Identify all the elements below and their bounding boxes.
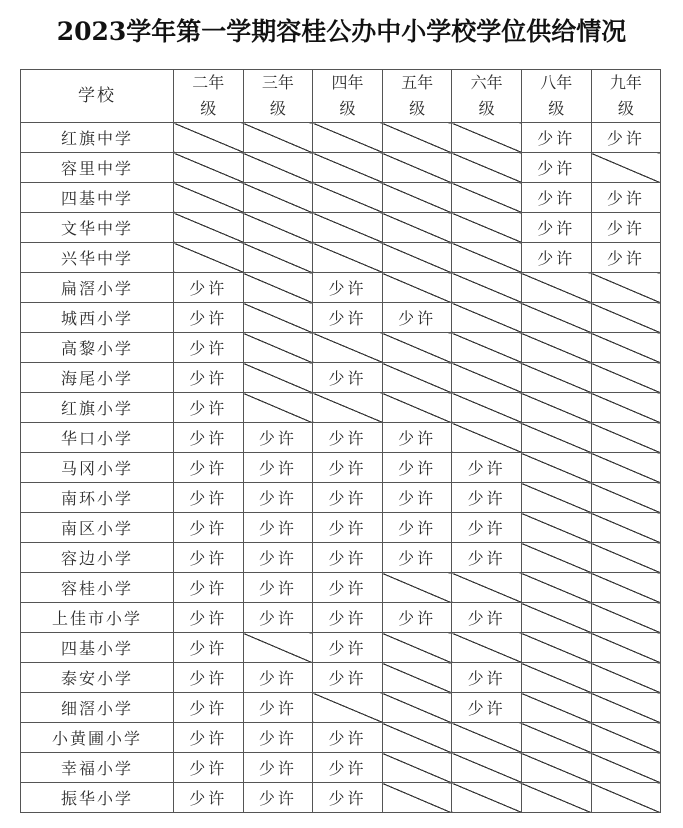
- availability-cell: 少许: [174, 333, 244, 363]
- not-applicable-slash-cell: [313, 243, 383, 273]
- not-applicable-slash-cell: [382, 123, 452, 153]
- header-line: 九年: [609, 73, 642, 92]
- availability-cell: 少许: [174, 663, 244, 693]
- availability-cell: 少许: [243, 693, 313, 723]
- table-row: [21, 633, 661, 663]
- availability-cell: 少许: [313, 303, 383, 333]
- not-applicable-slash-cell: [452, 753, 522, 783]
- not-applicable-slash-cell: [382, 333, 452, 363]
- not-applicable-slash-cell: [382, 723, 452, 753]
- not-applicable-slash-cell: [174, 213, 244, 243]
- availability-cell: 少许: [313, 513, 383, 543]
- header-line: 级: [269, 99, 286, 118]
- header-line: 八年: [540, 73, 573, 92]
- availability-cell: 少许: [243, 483, 313, 513]
- not-applicable-slash-cell: [243, 183, 313, 213]
- availability-cell: 少许: [243, 513, 313, 543]
- table-row: [21, 723, 661, 753]
- table-row: [21, 753, 661, 783]
- not-applicable-slash-cell: [452, 783, 522, 813]
- not-applicable-slash-cell: [452, 153, 522, 183]
- not-applicable-slash-cell: [243, 363, 313, 393]
- availability-cell: 少许: [382, 603, 452, 633]
- school-name-cell: 马冈小学: [21, 453, 174, 483]
- availability-cell: 少许: [313, 633, 383, 663]
- not-applicable-slash-cell: [591, 633, 661, 663]
- table-row: [21, 213, 661, 243]
- not-applicable-slash-cell: [243, 633, 313, 663]
- school-name-cell: 海尾小学: [21, 363, 174, 393]
- school-name-cell: 扁滘小学: [21, 273, 174, 303]
- availability-cell: 少许: [452, 543, 522, 573]
- school-name-cell: 容里中学: [21, 153, 174, 183]
- not-applicable-slash-cell: [521, 573, 591, 603]
- not-applicable-slash-cell: [521, 783, 591, 813]
- availability-cell: 少许: [174, 573, 244, 603]
- not-applicable-slash-cell: [521, 723, 591, 753]
- school-name-cell: 红旗小学: [21, 393, 174, 423]
- availability-cell: 少许: [243, 573, 313, 603]
- column-header-grade-9: [591, 70, 661, 123]
- not-applicable-slash-cell: [243, 153, 313, 183]
- not-applicable-slash-cell: [452, 633, 522, 663]
- not-applicable-slash-cell: [521, 273, 591, 303]
- availability-cell: 少许: [174, 273, 244, 303]
- school-name-cell: 四基中学: [21, 183, 174, 213]
- table-row: [21, 513, 661, 543]
- availability-cell: 少许: [174, 363, 244, 393]
- not-applicable-slash-cell: [382, 153, 452, 183]
- availability-cell: 少许: [313, 453, 383, 483]
- not-applicable-slash-cell: [243, 303, 313, 333]
- not-applicable-slash-cell: [521, 693, 591, 723]
- availability-cell: 少许: [243, 663, 313, 693]
- not-applicable-slash-cell: [452, 273, 522, 303]
- not-applicable-slash-cell: [382, 183, 452, 213]
- not-applicable-slash-cell: [591, 783, 661, 813]
- table-row: [21, 543, 661, 573]
- availability-cell: 少许: [591, 213, 661, 243]
- table-row: [21, 393, 661, 423]
- school-name-cell: 幸福小学: [21, 753, 174, 783]
- availability-cell: 少许: [313, 483, 383, 513]
- not-applicable-slash-cell: [521, 753, 591, 783]
- availability-cell: 少许: [243, 723, 313, 753]
- not-applicable-slash-cell: [452, 213, 522, 243]
- not-applicable-slash-cell: [591, 393, 661, 423]
- not-applicable-slash-cell: [452, 573, 522, 603]
- availability-cell: 少许: [174, 303, 244, 333]
- not-applicable-slash-cell: [313, 393, 383, 423]
- not-applicable-slash-cell: [174, 243, 244, 273]
- not-applicable-slash-cell: [591, 513, 661, 543]
- availability-cell: 少许: [382, 453, 452, 483]
- not-applicable-slash-cell: [521, 663, 591, 693]
- not-applicable-slash-cell: [591, 153, 661, 183]
- availability-cell: 少许: [174, 513, 244, 543]
- availability-cell: 少许: [591, 183, 661, 213]
- not-applicable-slash-cell: [313, 153, 383, 183]
- not-applicable-slash-cell: [591, 363, 661, 393]
- not-applicable-slash-cell: [452, 723, 522, 753]
- header-line: 级: [548, 99, 565, 118]
- availability-cell: 少许: [174, 633, 244, 663]
- page-title: 2023学年第一学期容桂公办中小学校学位供给情况: [56, 17, 627, 46]
- school-name-cell: 华口小学: [21, 423, 174, 453]
- not-applicable-slash-cell: [591, 753, 661, 783]
- not-applicable-slash-cell: [452, 183, 522, 213]
- not-applicable-slash-cell: [382, 213, 452, 243]
- not-applicable-slash-cell: [313, 693, 383, 723]
- school-name-cell: 细滘小学: [21, 693, 174, 723]
- availability-cell: 少许: [174, 783, 244, 813]
- not-applicable-slash-cell: [382, 243, 452, 273]
- not-applicable-slash-cell: [452, 243, 522, 273]
- availability-cell: 少许: [174, 423, 244, 453]
- availability-cell: 少许: [382, 513, 452, 543]
- availability-cell: 少许: [174, 723, 244, 753]
- availability-cell: 少许: [521, 243, 591, 273]
- not-applicable-slash-cell: [591, 663, 661, 693]
- availability-cell: 少许: [174, 753, 244, 783]
- availability-cell: 少许: [313, 573, 383, 603]
- not-applicable-slash-cell: [243, 123, 313, 153]
- availability-cell: 少许: [452, 483, 522, 513]
- header-line: 四年: [331, 73, 364, 92]
- not-applicable-slash-cell: [174, 153, 244, 183]
- availability-cell: 少许: [452, 453, 522, 483]
- availability-cell: 少许: [313, 753, 383, 783]
- table-body: [21, 123, 661, 813]
- availability-cell: 少许: [174, 693, 244, 723]
- school-name-cell: 城西小学: [21, 303, 174, 333]
- school-name-cell: 泰安小学: [21, 663, 174, 693]
- not-applicable-slash-cell: [382, 693, 452, 723]
- table-row: [21, 153, 661, 183]
- not-applicable-slash-cell: [521, 543, 591, 573]
- header-line: 三年: [261, 73, 294, 92]
- availability-cell: 少许: [591, 123, 661, 153]
- school-name-cell: 红旗中学: [21, 123, 174, 153]
- availability-cell: 少许: [313, 783, 383, 813]
- availability-cell: 少许: [243, 783, 313, 813]
- table-row: [21, 363, 661, 393]
- availability-cell: 少许: [313, 363, 383, 393]
- table-row: [21, 423, 661, 453]
- availability-cell: 少许: [313, 543, 383, 573]
- not-applicable-slash-cell: [382, 663, 452, 693]
- school-name-cell: 容桂小学: [21, 573, 174, 603]
- not-applicable-slash-cell: [591, 423, 661, 453]
- availability-cell: 少许: [174, 393, 244, 423]
- availability-cell: 少许: [382, 543, 452, 573]
- table-row: [21, 303, 661, 333]
- not-applicable-slash-cell: [521, 333, 591, 363]
- header-line: 级: [478, 99, 495, 118]
- not-applicable-slash-cell: [591, 603, 661, 633]
- header-line: 五年: [401, 73, 434, 92]
- table-row: [21, 273, 661, 303]
- not-applicable-slash-cell: [243, 273, 313, 303]
- availability-cell: 少许: [313, 663, 383, 693]
- not-applicable-slash-cell: [521, 303, 591, 333]
- not-applicable-slash-cell: [243, 213, 313, 243]
- availability-cell: 少许: [174, 483, 244, 513]
- availability-cell: 少许: [313, 603, 383, 633]
- not-applicable-slash-cell: [521, 453, 591, 483]
- not-applicable-slash-cell: [521, 513, 591, 543]
- availability-cell: 少许: [313, 423, 383, 453]
- table-row: [21, 663, 661, 693]
- availability-cell: 少许: [521, 123, 591, 153]
- not-applicable-slash-cell: [452, 363, 522, 393]
- not-applicable-slash-cell: [452, 333, 522, 363]
- availability-cell: 少许: [243, 423, 313, 453]
- not-applicable-slash-cell: [452, 303, 522, 333]
- availability-cell: 少许: [243, 603, 313, 633]
- school-name-cell: 南区小学: [21, 513, 174, 543]
- column-header-grade-8: [521, 70, 591, 123]
- not-applicable-slash-cell: [243, 333, 313, 363]
- school-name-cell: 南环小学: [21, 483, 174, 513]
- not-applicable-slash-cell: [243, 393, 313, 423]
- header-line: 级: [200, 99, 217, 118]
- column-header-grade-3: [243, 70, 313, 123]
- header-line: 级: [339, 99, 356, 118]
- not-applicable-slash-cell: [452, 393, 522, 423]
- availability-cell: 少许: [521, 213, 591, 243]
- not-applicable-slash-cell: [313, 333, 383, 363]
- availability-cell: 少许: [174, 603, 244, 633]
- school-name-cell: 文华中学: [21, 213, 174, 243]
- not-applicable-slash-cell: [591, 723, 661, 753]
- availability-cell: 少许: [452, 603, 522, 633]
- not-applicable-slash-cell: [591, 483, 661, 513]
- header-row: [21, 70, 661, 123]
- school-name-cell: 上佳市小学: [21, 603, 174, 633]
- not-applicable-slash-cell: [591, 303, 661, 333]
- availability-cell: 少许: [382, 303, 452, 333]
- header-line: 六年: [470, 73, 503, 92]
- availability-cell: 少许: [452, 693, 522, 723]
- availability-cell: 少许: [521, 153, 591, 183]
- not-applicable-slash-cell: [382, 783, 452, 813]
- not-applicable-slash-cell: [521, 423, 591, 453]
- table-row: [21, 693, 661, 723]
- not-applicable-slash-cell: [521, 363, 591, 393]
- school-name-cell: 振华小学: [21, 783, 174, 813]
- availability-cell: 少许: [382, 483, 452, 513]
- availability-cell: 少许: [174, 543, 244, 573]
- table-row: [21, 183, 661, 213]
- availability-cell: 少许: [174, 453, 244, 483]
- not-applicable-slash-cell: [591, 543, 661, 573]
- availability-cell: 少许: [521, 183, 591, 213]
- school-name-cell: 小黄圃小学: [21, 723, 174, 753]
- not-applicable-slash-cell: [452, 123, 522, 153]
- column-header-school: 学校: [21, 70, 174, 123]
- table-row: [21, 333, 661, 363]
- school-supply-table: [20, 69, 661, 813]
- not-applicable-slash-cell: [591, 693, 661, 723]
- not-applicable-slash-cell: [313, 123, 383, 153]
- not-applicable-slash-cell: [382, 393, 452, 423]
- not-applicable-slash-cell: [382, 753, 452, 783]
- not-applicable-slash-cell: [382, 633, 452, 663]
- not-applicable-slash-cell: [591, 453, 661, 483]
- table-row: [21, 123, 661, 153]
- not-applicable-slash-cell: [313, 183, 383, 213]
- availability-cell: 少许: [382, 423, 452, 453]
- table-row: [21, 573, 661, 603]
- school-name-cell: 高黎小学: [21, 333, 174, 363]
- table-row: [21, 783, 661, 813]
- availability-cell: 少许: [313, 273, 383, 303]
- availability-cell: 少许: [591, 243, 661, 273]
- not-applicable-slash-cell: [521, 633, 591, 663]
- column-header-grade-6: [452, 70, 522, 123]
- not-applicable-slash-cell: [591, 273, 661, 303]
- header-line: 级: [617, 99, 634, 118]
- school-name-cell: 兴华中学: [21, 243, 174, 273]
- not-applicable-slash-cell: [382, 363, 452, 393]
- column-header-grade-4: [313, 70, 383, 123]
- not-applicable-slash-cell: [382, 273, 452, 303]
- header-line: 级: [409, 99, 426, 118]
- not-applicable-slash-cell: [243, 243, 313, 273]
- not-applicable-slash-cell: [521, 603, 591, 633]
- availability-cell: 少许: [243, 453, 313, 483]
- not-applicable-slash-cell: [452, 423, 522, 453]
- table-row: [21, 453, 661, 483]
- not-applicable-slash-cell: [174, 183, 244, 213]
- not-applicable-slash-cell: [313, 213, 383, 243]
- not-applicable-slash-cell: [591, 333, 661, 363]
- school-name-cell: 容边小学: [21, 543, 174, 573]
- school-name-cell: 四基小学: [21, 633, 174, 663]
- table-row: [21, 243, 661, 273]
- not-applicable-slash-cell: [174, 123, 244, 153]
- availability-cell: 少许: [243, 543, 313, 573]
- header-line: 二年: [192, 73, 225, 92]
- not-applicable-slash-cell: [521, 483, 591, 513]
- availability-cell: 少许: [243, 753, 313, 783]
- not-applicable-slash-cell: [591, 573, 661, 603]
- column-header-grade-5: [382, 70, 452, 123]
- column-header-grade-2: [174, 70, 244, 123]
- table-row: [21, 483, 661, 513]
- availability-cell: 少许: [313, 723, 383, 753]
- not-applicable-slash-cell: [382, 573, 452, 603]
- availability-cell: 少许: [452, 663, 522, 693]
- table-row: [21, 603, 661, 633]
- availability-cell: 少许: [452, 513, 522, 543]
- not-applicable-slash-cell: [521, 393, 591, 423]
